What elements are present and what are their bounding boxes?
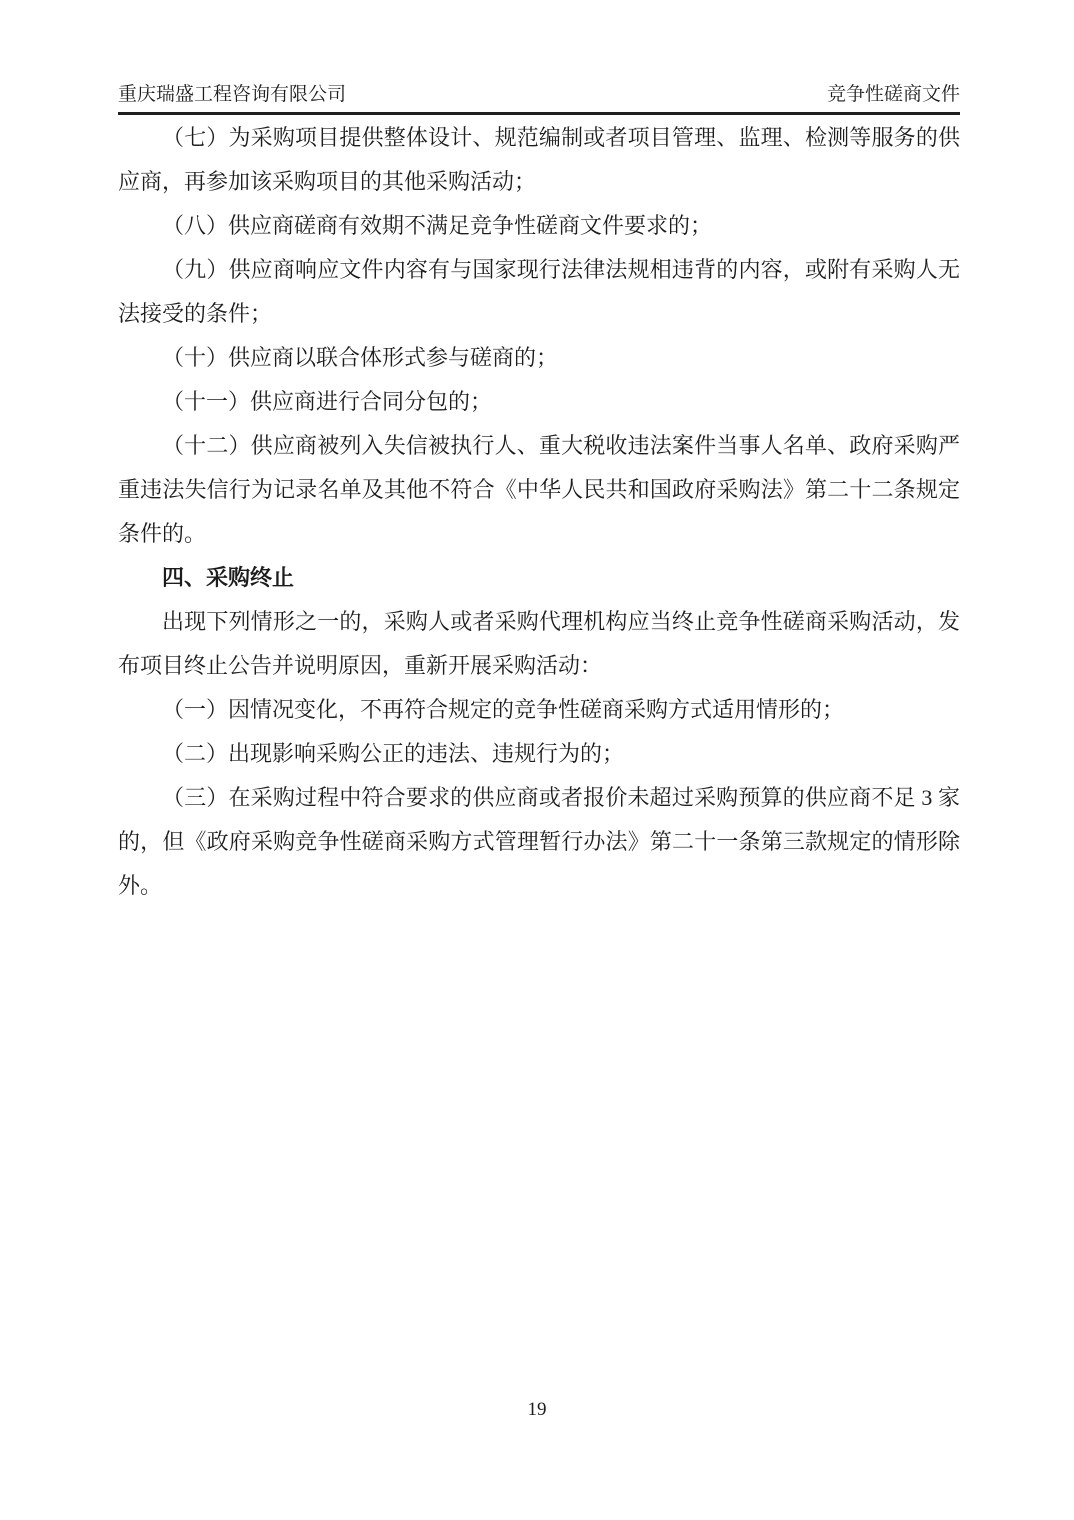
section-heading-procurement-termination: 四、采购终止 (162, 565, 295, 590)
header-doc-type: 竞争性磋商文件 (826, 84, 960, 105)
page-footer (0, 1400, 1074, 1419)
page-header (118, 84, 960, 105)
clause-item-11: （十一）供应商进行合同分包的； (162, 389, 493, 414)
termination-intro-paragraph: 出现下列情形之一的，采购人或者采购代理机构应当终止竞争性磋商采购活动，发布项目终止公告并说明原因，重新开展采购活动： (118, 609, 960, 678)
header-divider (118, 112, 960, 115)
clause-item-8: （八）供应商磋商有效期不满足竞争性磋商文件要求的； (162, 213, 713, 238)
clause-item-9: （九）供应商响应文件内容有与国家现行法律法规相违背的内容，或附有采购人无法接受的条件； (118, 257, 960, 326)
page-number: 19 (527, 1399, 547, 1420)
clause-item-12: （十二）供应商被列入失信被执行人、重大税收违法案件当事人名单、政府采购严重违法失信行为记录名单及其他不符合《中华人民共和国政府采购法》第二十二条规定条件的。 (118, 433, 960, 546)
clause-item-10: （十）供应商以联合体形式参与磋商的； (162, 345, 559, 370)
clause-item-7: （七）为采购项目提供整体设计、规范编制或者项目管理、监理、检测等服务的供应商，再参加该采购项目的其他采购活动； (118, 125, 960, 194)
termination-item-2: （二）出现影响采购公正的违法、违规行为的； (162, 741, 625, 766)
termination-item-3: （三）在采购过程中符合要求的供应商或者报价未超过采购预算的供应商不足 3 家的，但《政府采购竞争性磋商采购方式管理暂行办法》第二十一条第三款规定的情形除外。 (118, 785, 960, 898)
document-body (118, 116, 960, 908)
header-company-name: 重庆瑞盛工程咨询有限公司 (118, 84, 347, 105)
termination-item-1: （一）因情况变化，不再符合规定的竞争性磋商采购方式适用情形的； (162, 697, 845, 722)
